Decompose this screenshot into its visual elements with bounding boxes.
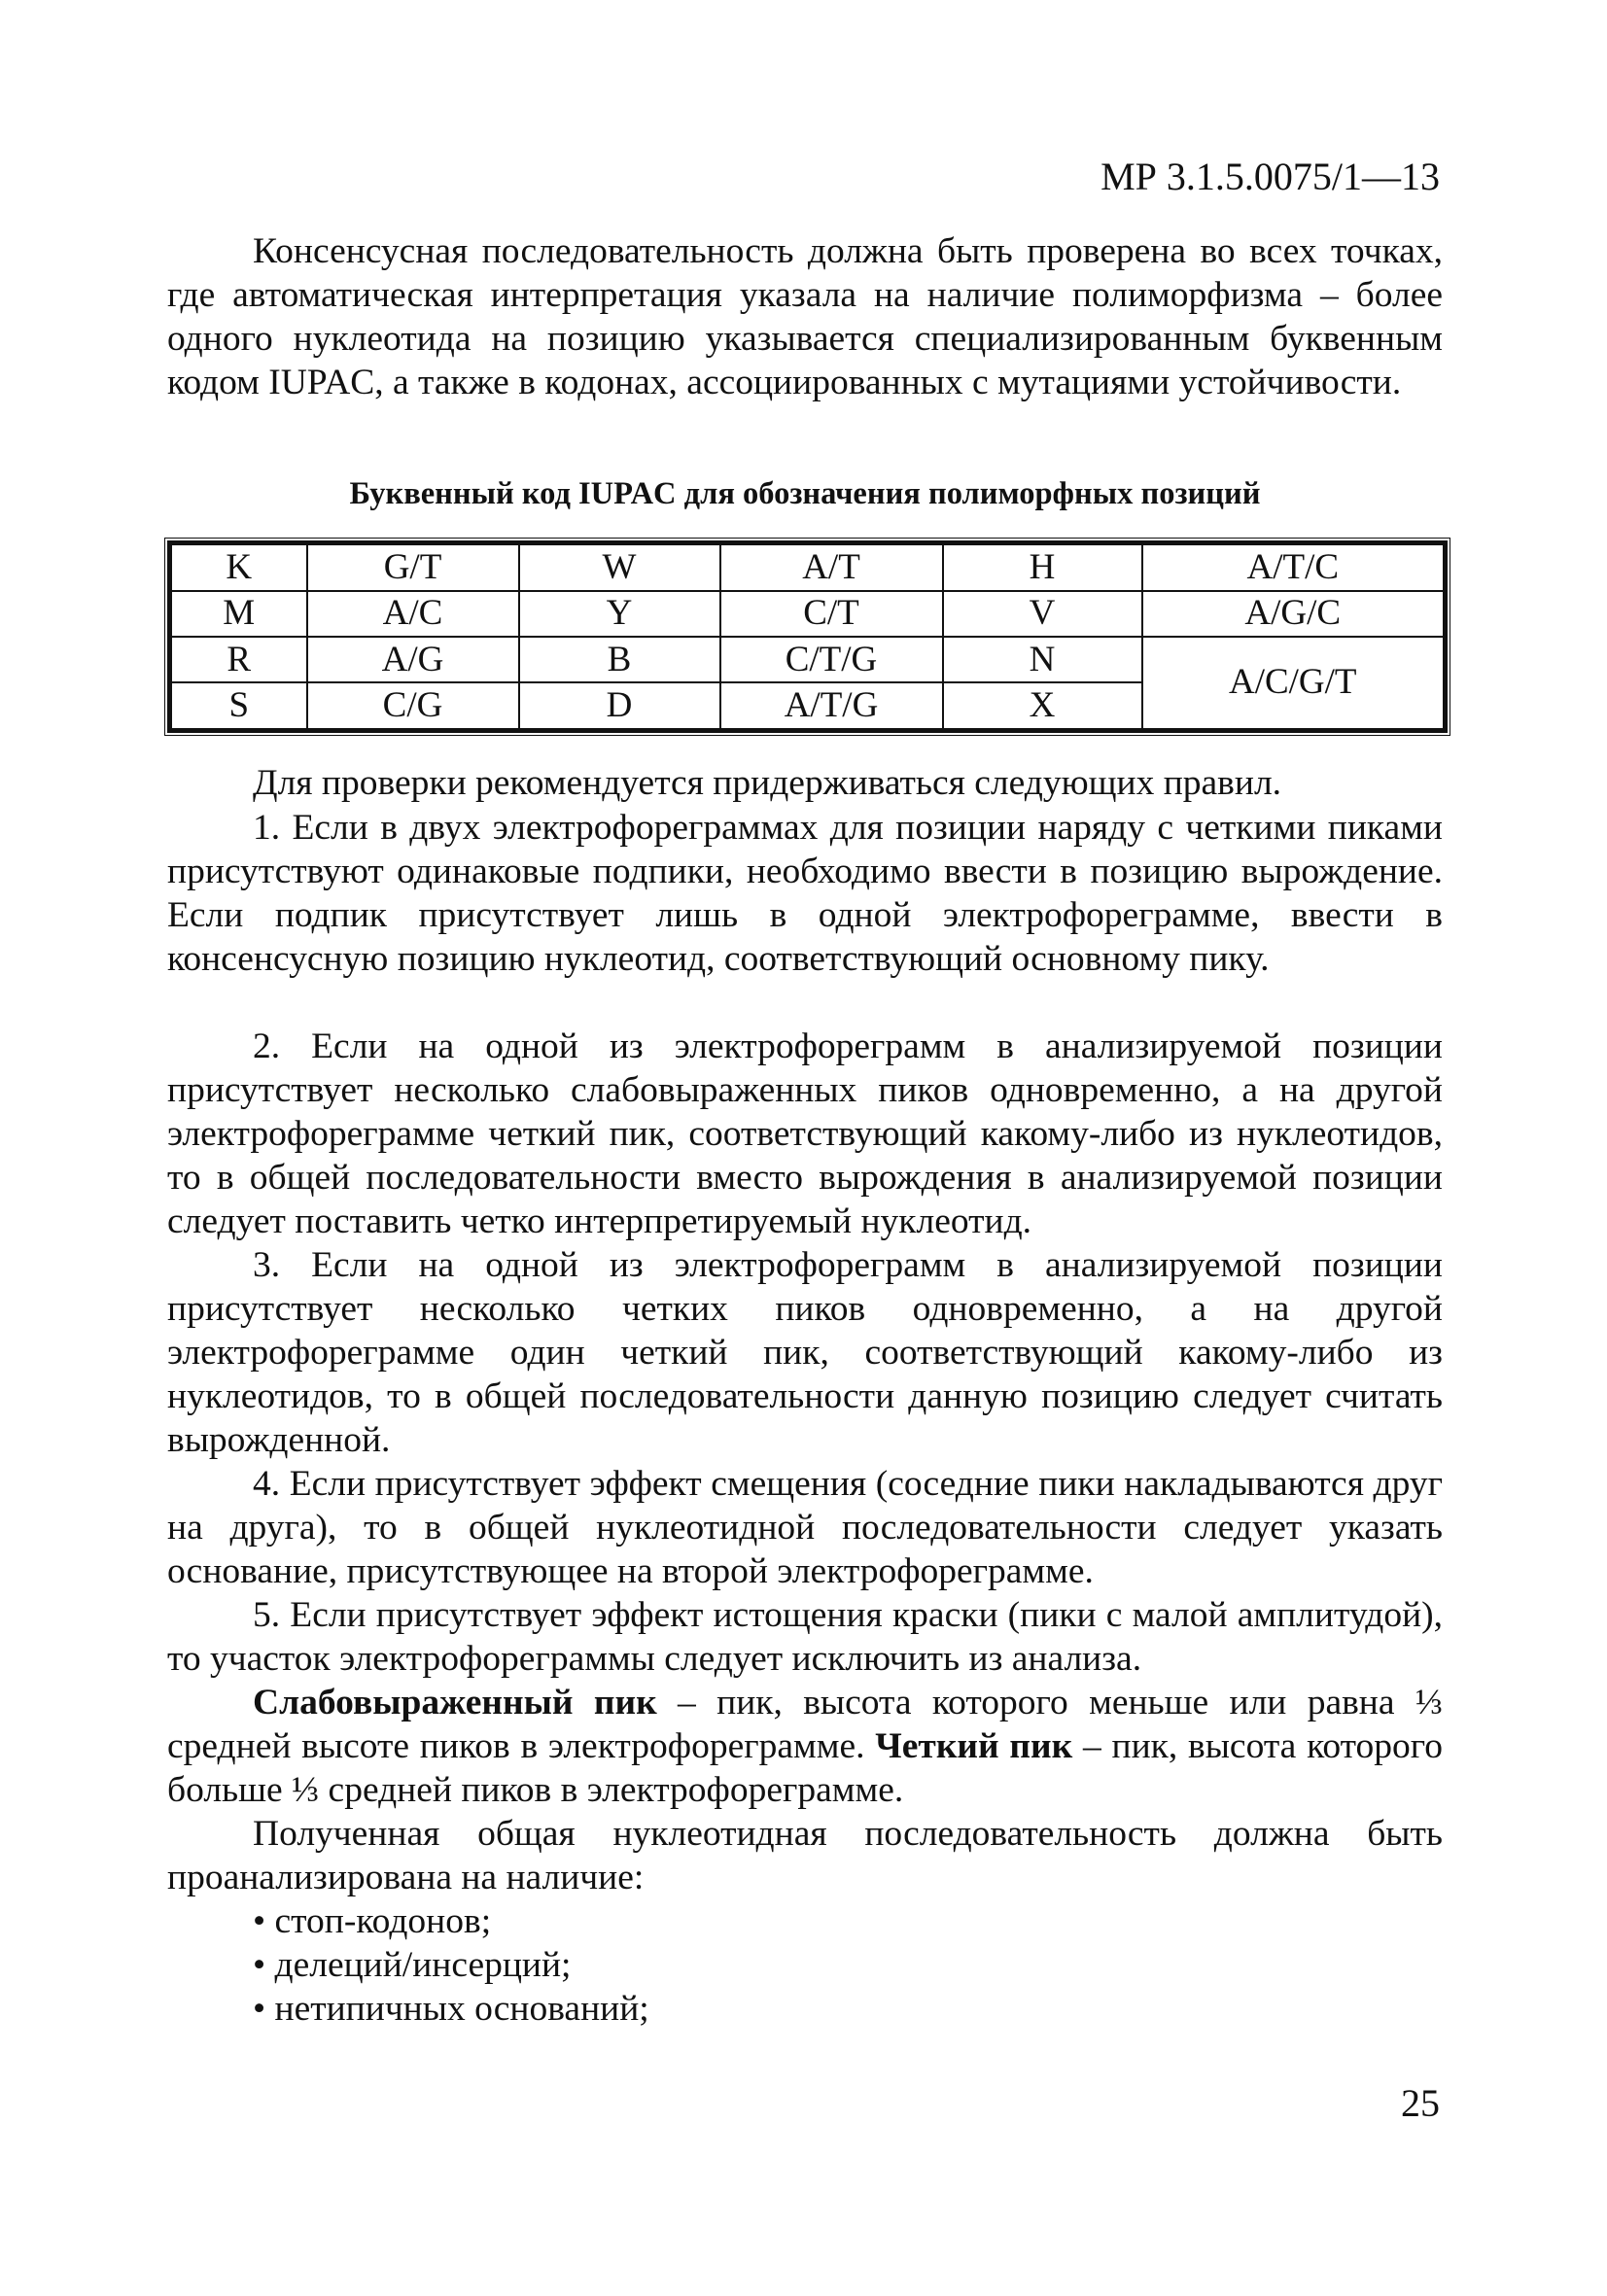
table-row (170, 591, 1446, 637)
weak-peak-term: Слабовыраженный пик (253, 1683, 657, 1722)
analysis-intro: Полученная общая нуклеотидная последовательность должна быть проанализирована на наличие: (167, 1814, 1443, 1897)
table-cell: B (519, 637, 720, 682)
rule-4: 4. Если присутствует эффект смещения (соседние пики накладываются друг на друга), то в общей нуклеотидной последовательности следует указать основание, присутствующее на второй электрофореграмме. (167, 1464, 1443, 1591)
weak-peak-definition: – пик, высота которого меньше или равна ⅓ средней высоте пиков в электрофореграмме. (167, 1683, 1443, 1766)
table-cell: A/T/G (720, 682, 943, 730)
list-item: • нетипичных оснований; (253, 1989, 649, 2029)
clear-peak-definition: – пик, высота которого больше ⅓ средней пиков в электрофореграмме. (167, 1726, 1443, 1810)
intro-paragraph: Консенсусная последовательность должна быть проверена во всех точках, где автоматическая интерпретация указала на наличие полиморфизма – более одного нуклеотида на позицию указывается специализированным буквенным кодом IUPAC, а также в кодонах, ассоциированных с мутациями устойчивости. (167, 231, 1443, 402)
rule-5: 5. Если присутствует эффект истощения краски (пики с малой амплитудой), то участок электрофореграммы следует исключить из анализа. (167, 1595, 1443, 1679)
table-row (170, 543, 1446, 591)
rules-intro: Для проверки рекомендуется придерживаться следующих правил. (253, 763, 1282, 803)
table-cell: C/G (307, 682, 519, 730)
table-cell: S (170, 682, 307, 730)
table-cell: D (519, 682, 720, 730)
rule-1: 1. Если в двух электрофореграммах для позиции наряду с четкими пиками присутствуют одинаковые подпики, необходимо ввести в позицию вырождение. Если подпик присутствует лишь в одной электрофореграмме, ввести в консенсусную позицию нуклеотид, соответствующий основному пику. (167, 808, 1443, 979)
table-cell: G/T (307, 543, 519, 591)
table-cell: R (170, 637, 307, 682)
table-row (170, 637, 1446, 682)
table-cell: C/T/G (720, 637, 943, 682)
table-cell-merged: A/C/G/T (1142, 637, 1446, 731)
table-cell: N (943, 637, 1142, 682)
table-cell: K (170, 543, 307, 591)
table-cell: V (943, 591, 1142, 637)
table-cell: M (170, 591, 307, 637)
list-item: • стоп-кодонов; (253, 1901, 492, 1941)
list-item: • делеций/инсерций; (253, 1945, 572, 1985)
table-cell: C/T (720, 591, 943, 637)
table-cell: Y (519, 591, 720, 637)
table-cell: A/T (720, 543, 943, 591)
table-cell: X (943, 682, 1142, 730)
table-cell: A/T/C (1142, 543, 1446, 591)
table-cell: A/G/C (1142, 591, 1446, 637)
peak-definitions (167, 1681, 1443, 1812)
table-cell: A/G (307, 637, 519, 682)
rule-3: 3. Если на одной из электрофореграмм в анализируемой позиции присутствует несколько четких пиков одновременно, а на другой электрофореграмме один четкий пик, соответствующий какому-либо из нуклеотидов, то в общей последовательности данную позицию следует считать вырожденной. (167, 1245, 1443, 1460)
page-number: 25 (1401, 2081, 1440, 2125)
rule-2: 2. Если на одной из электрофореграмм в анализируемой позиции присутствует несколько слабовыраженных пиков одновременно, а на другой электрофореграмме четкий пик, соответствующий какому-либо из нуклеотидов, то в общей последовательности вместо вырождения в анализируемой позиции следует поставить четко интерпретируемый нуклеотид. (167, 1026, 1443, 1241)
clear-peak-term: Четкий пик (875, 1726, 1073, 1766)
table-cell: W (519, 543, 720, 591)
iupac-code-table (167, 540, 1448, 733)
table-cell: A/C (307, 591, 519, 637)
document-code: МР 3.1.5.0075/1—13 (1100, 155, 1440, 198)
table-cell: H (943, 543, 1142, 591)
table-caption: Буквенный код IUPAC для обозначения полиморфных позиций (349, 476, 1261, 511)
